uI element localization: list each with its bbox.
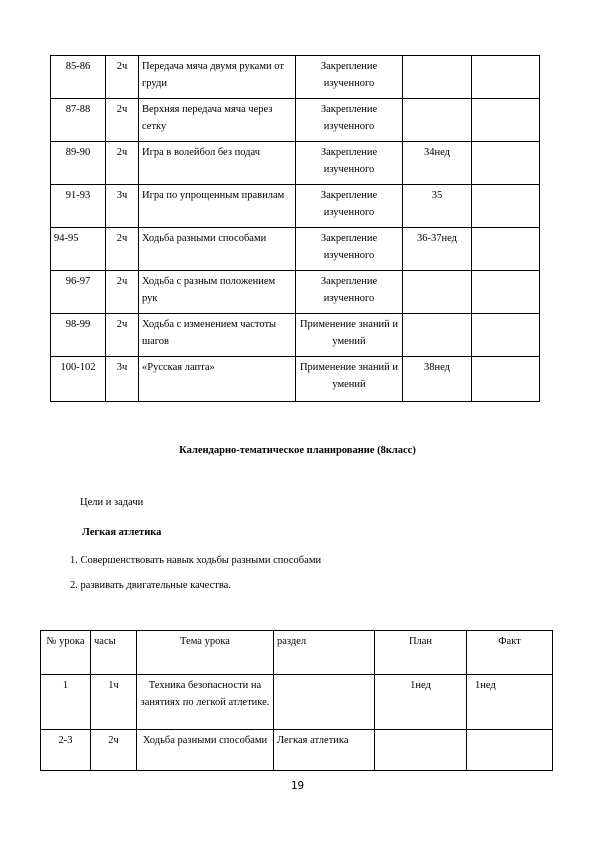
cell-num: 94-95	[51, 228, 106, 271]
cell-fact	[472, 271, 540, 314]
header-topic: Тема урока	[137, 631, 274, 675]
cell-hours: 3ч	[106, 185, 139, 228]
cell-lesson-type: Закрепление изученного	[296, 99, 403, 142]
table-row	[41, 730, 553, 771]
cell-lesson-type: Применение знаний и умений	[296, 314, 403, 357]
table-row	[51, 314, 540, 357]
header-num: № урока	[41, 631, 91, 675]
cell-num: 89-90	[51, 142, 106, 185]
cell-lesson-type: Закрепление изученного	[296, 271, 403, 314]
table-row	[51, 56, 540, 99]
cell-hours: 2ч	[106, 56, 139, 99]
cell-topic: Ходьба разными способами	[139, 228, 296, 271]
cell-plan	[403, 271, 472, 314]
cell-fact	[467, 730, 553, 771]
cell-fact	[472, 228, 540, 271]
cell-topic: Верхняя передача мяча через сетку	[139, 99, 296, 142]
cell-fact	[472, 185, 540, 228]
cell-plan: 36-37нед	[403, 228, 472, 271]
cell-topic: Ходьба разными способами	[137, 730, 274, 771]
table-row	[51, 228, 540, 271]
cell-lesson-type: Закрепление изученного	[296, 142, 403, 185]
cell-hours: 2ч	[91, 730, 137, 771]
cell-topic: Игра в волейбол без подач	[139, 142, 296, 185]
cell-plan	[403, 314, 472, 357]
table-row	[51, 271, 540, 314]
table-header-row	[41, 631, 553, 675]
cell-fact: 1нед	[467, 675, 553, 730]
cell-fact	[472, 142, 540, 185]
cell-plan: 34нед	[403, 142, 472, 185]
cell-num: 98-99	[51, 314, 106, 357]
table-row	[51, 185, 540, 228]
cell-hours: 1ч	[91, 675, 137, 730]
section-heading: Календарно-тематическое планирование (8класс)	[179, 445, 416, 456]
header-fact: Факт	[467, 631, 553, 675]
cell-lesson-type: Применение знаний и умений	[296, 357, 403, 402]
cell-plan	[403, 56, 472, 99]
cell-topic: Передача мяча двумя руками от груди	[139, 56, 296, 99]
cell-num: 91-93	[51, 185, 106, 228]
cell-plan	[375, 730, 467, 771]
cell-lesson-type: Закрепление изученного	[296, 228, 403, 271]
cell-num: 96-97	[51, 271, 106, 314]
cell-num: 87-88	[51, 99, 106, 142]
header-plan: План	[375, 631, 467, 675]
page-number: 19	[290, 779, 305, 792]
cell-hours: 2ч	[106, 99, 139, 142]
lesson-plan-table-continued	[50, 55, 540, 402]
cell-hours: 2ч	[106, 314, 139, 357]
cell-hours: 2ч	[106, 142, 139, 185]
cell-topic: Техника безопасности на занятиях по легкой атлетике.	[137, 675, 274, 730]
cell-lesson-type: Закрепление изученного	[296, 185, 403, 228]
goal-item: 1. Совершенствовать навык ходьбы разными способами	[70, 555, 322, 566]
cell-plan: 1нед	[375, 675, 467, 730]
header-hours: часы	[91, 631, 137, 675]
section-label: Легкая атлетика	[82, 527, 162, 538]
cell-num: 85-86	[51, 56, 106, 99]
cell-hours: 3ч	[106, 357, 139, 402]
cell-fact	[472, 56, 540, 99]
cell-topic: Ходьба с разным положением рук	[139, 271, 296, 314]
table-row	[51, 99, 540, 142]
cell-topic: «Русская лапта»	[139, 357, 296, 402]
cell-lesson-type: Закрепление изученного	[296, 56, 403, 99]
goal-item: 2. развивать двигательные качества.	[70, 580, 231, 591]
cell-section: Легкая атлетика	[274, 730, 375, 771]
cell-topic: Игра по упрощенным правилам	[139, 185, 296, 228]
cell-num: 2-3	[41, 730, 91, 771]
table-row	[51, 142, 540, 185]
cell-fact	[472, 99, 540, 142]
cell-hours: 2ч	[106, 271, 139, 314]
header-section: раздел	[274, 631, 375, 675]
cell-section	[274, 675, 375, 730]
goals-label: Цели и задачи	[80, 497, 144, 508]
cell-fact	[472, 357, 540, 402]
cell-num: 1	[41, 675, 91, 730]
cell-plan: 38нед	[403, 357, 472, 402]
table-row	[41, 675, 553, 730]
cell-topic: Ходьба с изменением частоты шагов	[139, 314, 296, 357]
cell-plan	[403, 99, 472, 142]
lesson-plan-table-8	[40, 630, 553, 771]
table-row	[51, 357, 540, 402]
cell-plan: 35	[403, 185, 472, 228]
cell-num: 100-102	[51, 357, 106, 402]
cell-hours: 2ч	[106, 228, 139, 271]
cell-fact	[472, 314, 540, 357]
